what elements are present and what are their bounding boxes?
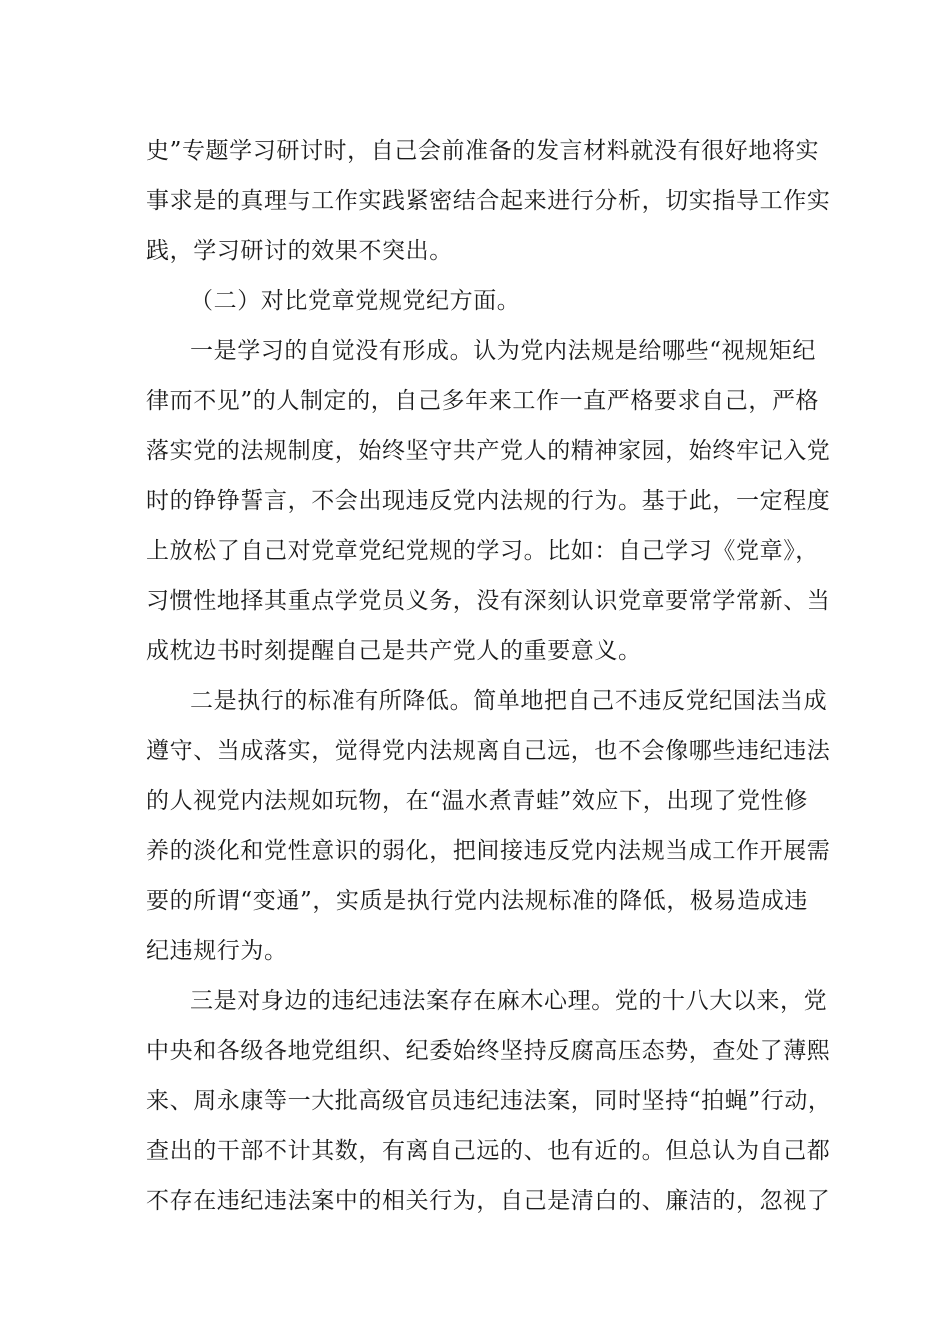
paragraph-line: 成枕边书时刻提醒自己是共产党人的重要意义。 [146, 638, 642, 664]
section-heading: （二）对比党章党规党纪方面。 [190, 288, 521, 314]
paragraph-line: 养的淡化和党性意识的弱化，把间接违反党内法规当成工作开展需 [146, 838, 831, 864]
paragraph-line: 要的所谓“变通”，实质是执行党内法规标准的降低，极易造成违 [146, 888, 808, 914]
paragraph-line: 二是执行的标准有所降低。简单地把自己不违反党纪国法当成 [190, 688, 828, 714]
paragraph-line: 中央和各级各地党组织、纪委始终坚持反腐高压态势，查处了薄熙 [146, 1038, 831, 1064]
paragraph-line: 查出的干部不计其数，有离自己远的、也有近的。但总认为自己都 [146, 1138, 831, 1164]
paragraph-line: 事求是的真理与工作实践紧密结合起来进行分析，切实指导工作实 [146, 188, 831, 214]
paragraph-line: 遵守、当成落实，觉得党内法规离自己远，也不会像哪些违纪违法 [146, 738, 831, 764]
paragraph-line: 落实党的法规制度，始终坚守共产党人的精神家园，始终牢记入党 [146, 438, 831, 464]
paragraph-line: 践，学习研讨的效果不突出。 [146, 238, 453, 264]
paragraph-line: 不存在违纪违法案中的相关行为，自己是清白的、廉洁的，忽视了 [146, 1188, 831, 1214]
paragraph-line: 史”专题学习研讨时，自己会前准备的发言材料就没有很好地将实 [146, 138, 820, 164]
paragraph-line: 来、周永康等一大批高级官员违纪违法案，同时坚持“拍蝇”行动， [146, 1088, 832, 1114]
paragraph-line: 纪违规行为。 [146, 938, 288, 964]
paragraph-line: 三是对身边的违纪违法案存在麻木心理。党的十八大以来，党 [190, 988, 828, 1014]
paragraph-line: 上放松了自己对党章党纪党规的学习。比如：自己学习《党章》， [146, 538, 819, 564]
paragraph-line: 的人视党内法规如玩物，在“温水煮青蛙”效应下，出现了党性修 [146, 788, 808, 814]
paragraph-line: 一是学习的自觉没有形成。认为党内法规是给哪些“视规矩纪 [190, 338, 816, 364]
paragraph-line: 习惯性地择其重点学党员义务，没有深刻认识党章要常学常新、当 [146, 588, 831, 614]
paragraph-line: 时的铮铮誓言，不会出现违反党内法规的行为。基于此，一定程度 [146, 488, 831, 514]
paragraph-line: 律而不见”的人制定的，自己多年来工作一直严格要求自己，严格 [146, 388, 820, 414]
